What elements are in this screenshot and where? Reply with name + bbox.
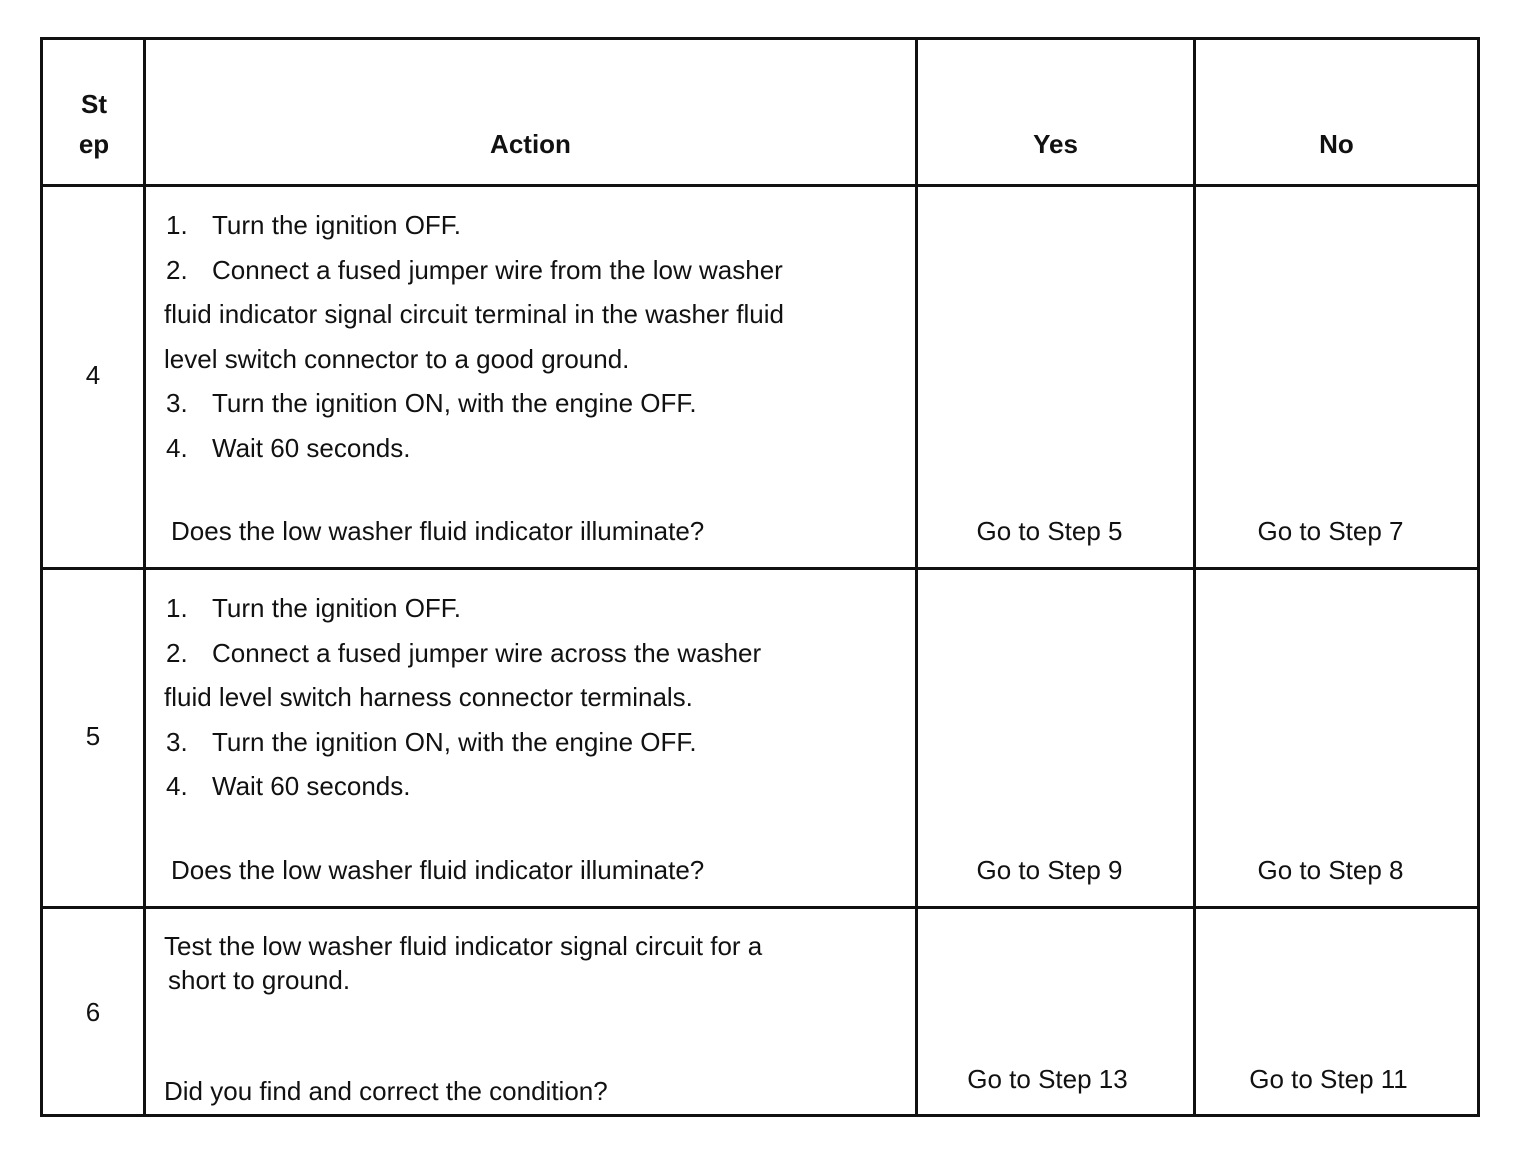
yes-link: Go to Step 5 (976, 516, 1123, 546)
list-item: 3. Turn the ignition ON, with the engine OFF. (166, 726, 697, 757)
diagnostic-table (40, 37, 1480, 1117)
list-item: 2. Connect a fused jumper wire from the low washer (166, 254, 783, 285)
action-cell (145, 569, 917, 908)
step-cell (42, 908, 145, 1116)
yes-link: Go to Step 9 (976, 855, 1123, 885)
step-number: 5 (85, 721, 101, 751)
list-item: 1. Turn the ignition OFF. (166, 593, 462, 623)
yes-cell (917, 908, 1195, 1116)
list-item: 3. Turn the ignition ON, with the engine OFF. (166, 388, 697, 418)
yes-cell (917, 186, 1195, 569)
no-cell (1195, 186, 1479, 569)
table-row (42, 186, 1479, 569)
header-row (42, 39, 1479, 186)
question-text: Did you find and correct the condition? (164, 1076, 608, 1106)
action-text-line1: Test the low washer fluid indicator signal circuit for a (164, 931, 763, 961)
header-action: Action (145, 39, 917, 186)
action-cell (145, 186, 917, 569)
list-item: 4. Wait 60 seconds. (166, 771, 411, 801)
action-cell (145, 908, 917, 1116)
list-item: 2. Connect a fused jumper wire across the washer (166, 637, 762, 668)
list-item: 4. Wait 60 seconds. (166, 432, 411, 463)
action-list (164, 586, 905, 809)
no-link: Go to Step 11 (1249, 1064, 1408, 1094)
no-cell (1195, 908, 1479, 1116)
step-cell (42, 186, 145, 569)
yes-cell (917, 569, 1195, 908)
table-row (42, 569, 1479, 908)
header-step (42, 39, 145, 186)
list-item: 1. Turn the ignition OFF. (166, 210, 462, 240)
action-list (164, 203, 905, 470)
list-item: level switch connector to a good ground. (164, 343, 630, 374)
step-number: 4 (85, 360, 101, 390)
action-text-line2: short to ground. (168, 965, 351, 995)
step-cell (42, 569, 145, 908)
no-link: Go to Step 7 (1257, 516, 1404, 546)
table-row (42, 908, 1479, 1116)
header-yes: Yes (917, 39, 1195, 186)
list-item: fluid indicator signal circuit terminal in the washer fluid (164, 299, 784, 329)
header-step-line2: ep (78, 129, 110, 159)
question-text: Does the low washer fluid indicator illuminate? (171, 516, 705, 546)
header-no: No (1195, 39, 1479, 186)
no-link: Go to Step 8 (1257, 855, 1404, 885)
question-text: Does the low washer fluid indicator illuminate? (171, 855, 705, 885)
yes-link: Go to Step 13 (967, 1064, 1128, 1094)
step-number: 6 (85, 997, 101, 1027)
header-step-line1: St (81, 89, 107, 119)
list-item: fluid level switch harness connector terminals. (164, 682, 693, 712)
no-cell (1195, 569, 1479, 908)
